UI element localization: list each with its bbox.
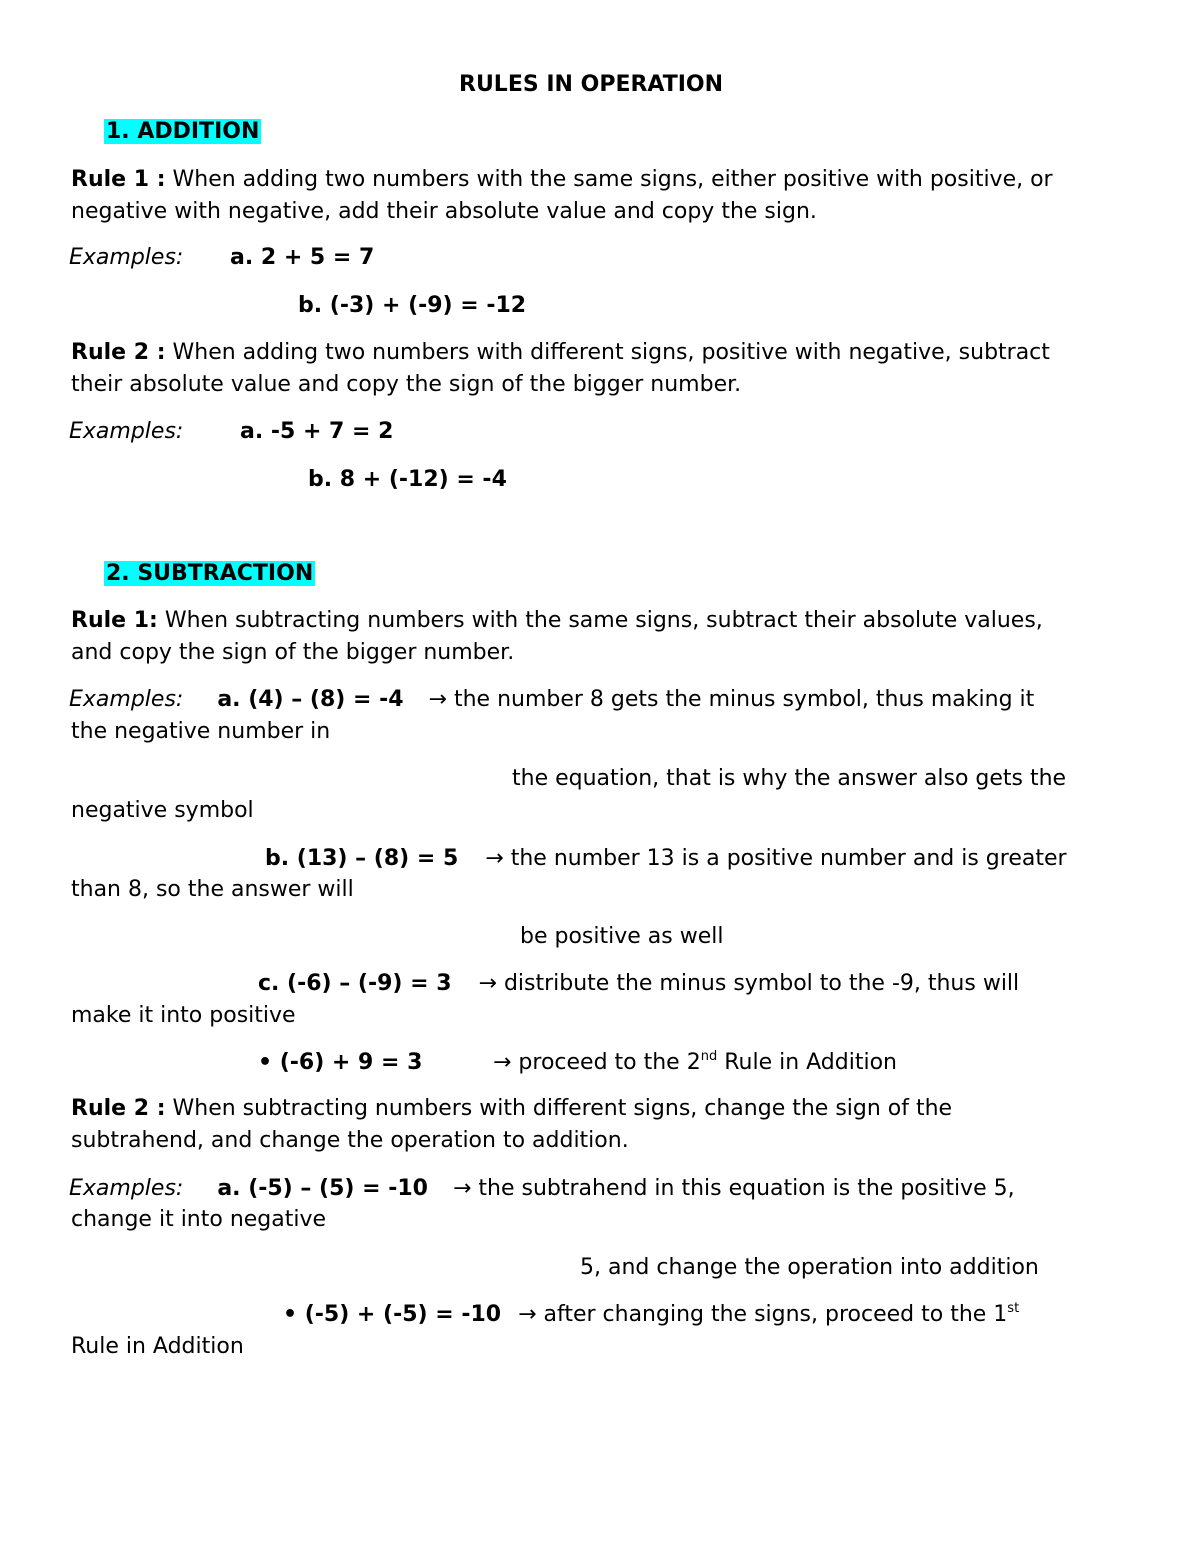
subtraction-rule1-example-b-note3: be positive as well	[520, 924, 724, 949]
equation: • (-5) + (-5) = -10	[283, 1302, 502, 1327]
explanation: → distribute the minus symbol to the -9, thus will	[471, 971, 1020, 996]
equation: a. (4) – (8) = -4	[217, 687, 404, 712]
ordinal-suffix: st	[1007, 1301, 1020, 1316]
addition-rule1-example-b: b. (-3) + (-9) = -12	[298, 293, 527, 318]
examples-label: Examples:	[69, 687, 184, 712]
ordinal-suffix: nd	[700, 1049, 718, 1064]
rule-text: When adding two numbers with the same signs, either positive with positive, or	[165, 167, 1053, 192]
subtraction-rule1-line1	[71, 608, 1043, 634]
addition-rule2-example-a: a. -5 + 7 = 2	[240, 419, 394, 444]
subtraction-rule1-example-b	[265, 846, 1067, 872]
addition-heading-text: 1. ADDITION	[106, 119, 260, 144]
subtraction-rule1-example-a-note2: the negative number in	[71, 719, 331, 744]
rule-text: When subtracting numbers with the same signs, subtract their absolute values,	[157, 608, 1043, 633]
rule-text: When adding two numbers with different signs, positive with negative, subtract	[165, 340, 1050, 365]
explanation: → the number 8 gets the minus symbol, thus making it	[421, 687, 1035, 712]
rule-label: Rule 1:	[71, 608, 158, 633]
explanation: → the subtrahend in this equation is the positive 5,	[445, 1176, 1015, 1201]
rule-label: Rule 1 :	[71, 167, 166, 192]
addition-rule2-line2: their absolute value and copy the sign of the bigger number.	[71, 372, 742, 397]
addition-rule2-example-b: b. 8 + (-12) = -4	[308, 467, 507, 492]
addition-rule1-line2: negative with negative, add their absolute value and copy the sign.	[71, 199, 817, 224]
subtraction-heading	[104, 561, 315, 587]
subtraction-rule2-step	[283, 1302, 1019, 1328]
subtraction-rule2-example-a	[69, 1176, 1015, 1202]
examples-label: Examples:	[69, 245, 184, 270]
subtraction-rule1-example-c	[258, 971, 1019, 997]
subtraction-rule2-line2: subtrahend, and change the operation to addition.	[71, 1128, 629, 1153]
subtraction-rule2-example-a-note2: change it into negative	[71, 1207, 327, 1232]
examples-label: Examples:	[69, 419, 184, 444]
subtraction-rule1-example-c-step: • (-6) + 9 = 3	[258, 1050, 423, 1075]
subtraction-rule1-example-a	[69, 687, 1034, 713]
subtraction-rule1-example-c-note2: make it into positive	[71, 1003, 296, 1028]
subtraction-rule2-line1	[71, 1096, 952, 1122]
equation: a. (-5) – (5) = -10	[217, 1176, 428, 1201]
subtraction-rule2-step-note2: Rule in Addition	[71, 1334, 244, 1359]
rule-label: Rule 2 :	[71, 340, 166, 365]
addition-rule1-example-a: a. 2 + 5 = 7	[230, 245, 375, 270]
explanation: → the number 13 is a positive number and is greater	[478, 846, 1067, 871]
explanation: → proceed to the 2	[493, 1050, 701, 1075]
addition-rule1-line1	[71, 167, 1053, 193]
explanation: Rule in Addition	[717, 1050, 897, 1075]
addition-heading	[104, 119, 261, 145]
subtraction-rule1-example-b-note2: than 8, so the answer will	[71, 877, 354, 902]
equation: b. (13) – (8) = 5	[265, 846, 459, 871]
subtraction-rule1-example-c-step-note	[493, 1050, 897, 1076]
subtraction-rule1-line2: and copy the sign of the bigger number.	[71, 640, 515, 665]
subtraction-rule2-example-a-note3: 5, and change the operation into addition	[580, 1255, 1039, 1280]
subtraction-heading-text: 2. SUBTRACTION	[106, 561, 314, 586]
subtraction-rule1-example-a-note4: negative symbol	[71, 798, 254, 823]
subtraction-rule1-example-a-note3: the equation, that is why the answer also gets the	[512, 766, 1067, 791]
equation: c. (-6) – (-9) = 3	[258, 971, 452, 996]
page-title: RULES IN OPERATION	[459, 72, 724, 97]
explanation: → after changing the signs, proceed to the 1	[511, 1302, 1008, 1327]
rule-label: Rule 2 :	[71, 1096, 166, 1121]
addition-rule2-line1	[71, 340, 1050, 366]
examples-label: Examples:	[69, 1176, 184, 1201]
rule-text: When subtracting numbers with different signs, change the sign of the	[165, 1096, 953, 1121]
